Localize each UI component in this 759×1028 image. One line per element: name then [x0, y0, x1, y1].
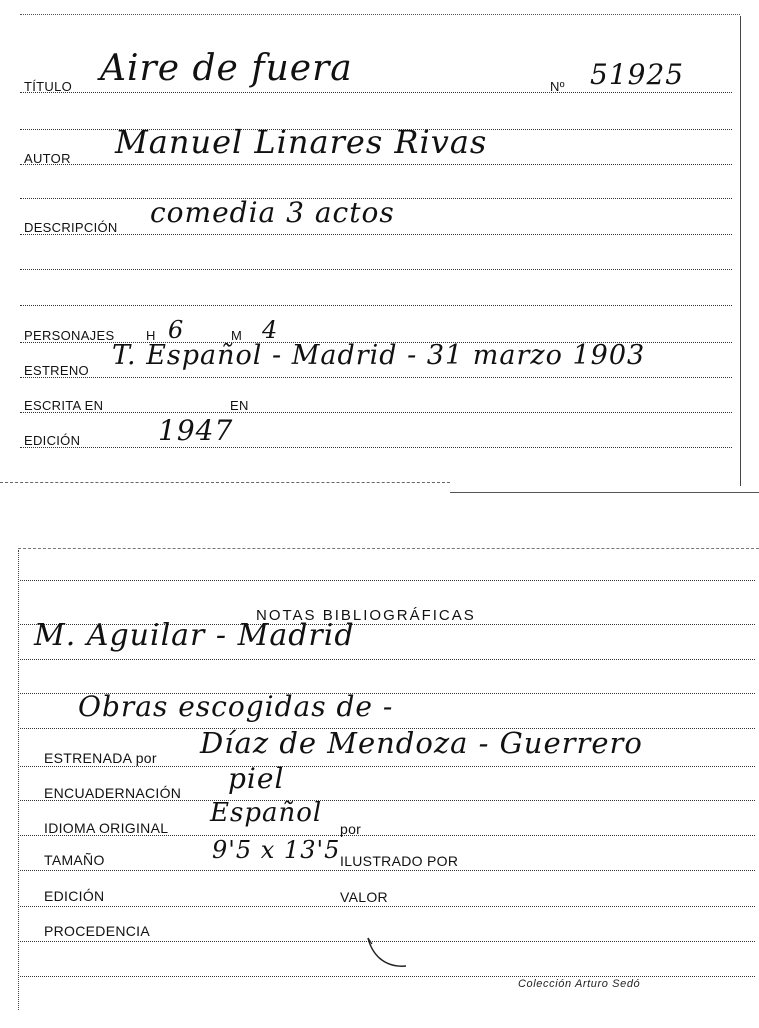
personajes-h-value: 6	[168, 316, 185, 344]
pen-mark	[366, 936, 426, 976]
por-label: por	[340, 821, 362, 837]
card-bottom-edge	[450, 492, 759, 493]
estrenada-value: Díaz de Mendoza - Guerrero	[200, 726, 643, 760]
rule-line	[20, 447, 732, 448]
coleccion-stamp: Colección Arturo Sedó	[518, 978, 641, 990]
rule-line	[20, 305, 732, 306]
edicion-value: 1947	[158, 414, 234, 447]
note-line-1: M. Aguilar - Madrid	[34, 618, 355, 653]
titulo-label: TÍTULO	[24, 79, 73, 94]
catalog-card-back	[0, 540, 759, 1028]
autor-label: AUTOR	[24, 151, 71, 166]
valor-label: VALOR	[340, 889, 388, 905]
tamano-label: TAMAÑO	[44, 852, 105, 868]
personajes-label: PERSONAJES	[24, 328, 115, 343]
personajes-m-value: 4	[262, 316, 279, 344]
idioma-value: Español	[210, 798, 323, 828]
edicion-label: EDICIÓN	[24, 433, 81, 448]
procedencia-label: PROCEDENCIA	[44, 923, 150, 939]
back-edicion-label: EDICIÓN	[44, 888, 105, 904]
en-label: EN	[230, 398, 249, 413]
rule-line	[20, 766, 755, 767]
tamano-value: 9'5 x 13'5	[212, 836, 341, 864]
escrita-label: ESCRITA EN	[24, 398, 104, 413]
personajes-h-label: H	[146, 328, 156, 343]
rule-line	[20, 377, 732, 378]
rule-line	[20, 412, 732, 413]
rule-line	[20, 234, 732, 235]
rule-line	[20, 580, 755, 581]
rule-line	[20, 906, 755, 907]
estreno-value: T. Español - Madrid - 31 marzo 1903	[112, 340, 646, 371]
numero-value: 51925	[590, 58, 685, 91]
idioma-label: IDIOMA ORIGINAL	[44, 820, 169, 836]
ilustrado-label: ILUSTRADO POR	[340, 853, 459, 869]
rule-line	[20, 976, 755, 977]
encuadernacion-value: piel	[228, 762, 285, 795]
rule-line	[20, 92, 732, 93]
descripcion-value: comedia 3 actos	[150, 196, 395, 229]
descripcion-label: DESCRIPCIÓN	[24, 220, 118, 235]
rule-line	[20, 269, 732, 270]
estrenada-label: ESTRENADA por	[44, 750, 157, 766]
card-left-edge	[18, 550, 19, 1010]
catalog-card-front	[0, 0, 759, 500]
rule-line	[20, 870, 755, 871]
estreno-label: ESTRENO	[24, 363, 89, 378]
encuadernacion-label: ENCUADERNACIÓN	[44, 785, 182, 801]
personajes-m-label: M	[231, 328, 243, 343]
rule-line	[20, 659, 755, 660]
rule-line	[20, 164, 732, 165]
card-right-edge	[740, 16, 741, 486]
card-top-edge	[20, 14, 740, 15]
card-top-edge	[18, 548, 759, 549]
notas-heading: NOTAS BIBLIOGRÁFICAS	[256, 607, 476, 624]
autor-value: Manuel Linares Rivas	[115, 123, 488, 161]
note-line-2: Obras escogidas de -	[78, 690, 394, 723]
titulo-value: Aire de fuera	[100, 48, 353, 89]
numero-label: Nº	[550, 79, 565, 94]
rule-line	[0, 482, 450, 483]
